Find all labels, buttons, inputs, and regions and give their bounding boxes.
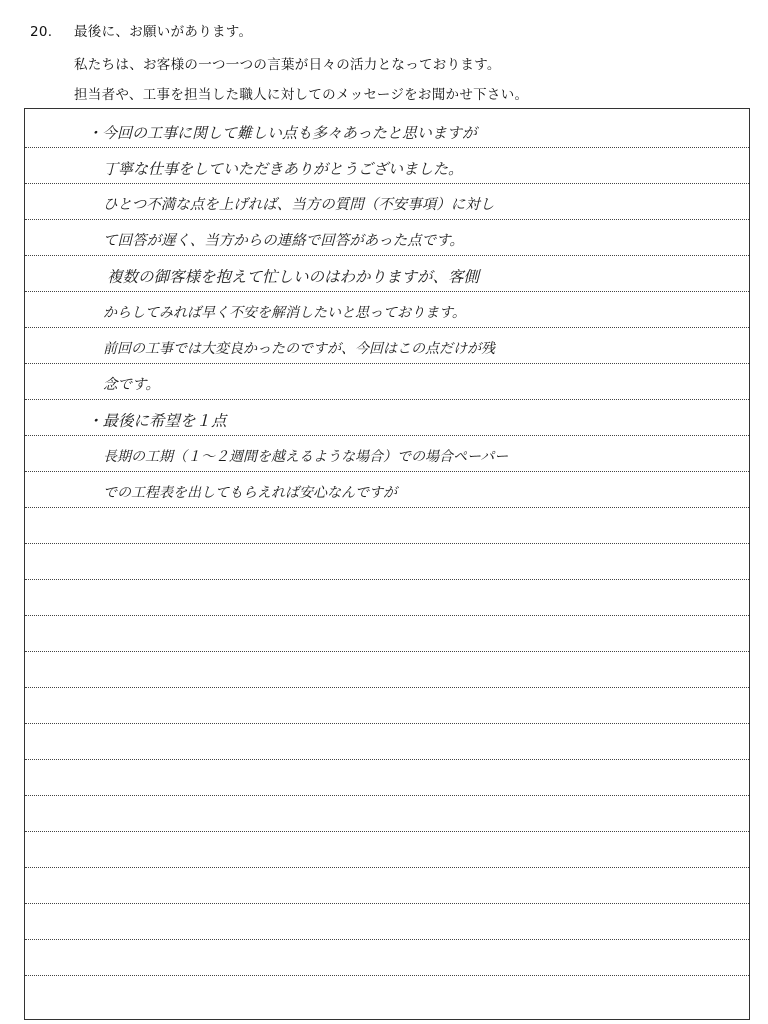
answer-line: ・今回の工事に関して難しい点も多々あったと思いますが xyxy=(87,124,477,142)
answer-line: 複数の御客様を抱えて忙しいのはわかりますが、客側 xyxy=(107,268,480,286)
answer-line: 丁寧な仕事をしていただきありがとうございました。 xyxy=(103,160,464,178)
ruled-line xyxy=(25,615,749,616)
question-number: 20. xyxy=(30,24,53,40)
ruled-line xyxy=(25,831,749,832)
ruled-line xyxy=(25,327,749,328)
ruled-line xyxy=(25,903,749,904)
answer-line: 前回の工事では大変良かったのですが、今回はこの点だけが残 xyxy=(103,341,495,357)
answer-line: ・最後に希望を１点 xyxy=(87,412,227,430)
ruled-line xyxy=(25,651,749,652)
answer-line: 念です。 xyxy=(103,377,160,393)
ruled-line xyxy=(25,975,749,976)
ruled-line xyxy=(25,939,749,940)
answer-line: 長期の工期（１〜２週間を越えるような場合）での場合ペーパー xyxy=(103,449,509,465)
ruled-line xyxy=(25,183,749,184)
question-title: 最後に、お願いがあります。 xyxy=(74,24,253,40)
ruled-line xyxy=(25,579,749,580)
ruled-line xyxy=(25,291,749,292)
ruled-line xyxy=(25,399,749,400)
ruled-line xyxy=(25,867,749,868)
ruled-line xyxy=(25,219,749,220)
ruled-line xyxy=(25,723,749,724)
answer-line: での工程表を出してもらえれば安心なんですが xyxy=(103,485,397,501)
answer-line: て回答が遅く、当方からの連絡で回答があった点です。 xyxy=(103,233,464,249)
answer-line: ひとつ不満な点を上げれば、当方の質問（不安事項）に対し xyxy=(103,197,495,213)
ruled-line xyxy=(25,363,749,364)
ruled-line xyxy=(25,759,749,760)
ruled-line xyxy=(25,687,749,688)
ruled-line xyxy=(25,147,749,148)
ruled-line xyxy=(25,255,749,256)
ruled-line xyxy=(25,435,749,436)
ruled-line xyxy=(25,543,749,544)
ruled-line xyxy=(25,471,749,472)
ruled-line xyxy=(25,507,749,508)
ruled-line xyxy=(25,795,749,796)
answer-sheet xyxy=(24,108,750,1020)
answer-line: からしてみれば早く不安を解消したいと思っております。 xyxy=(103,305,466,321)
question-description-line-2: 担当者や、工事を担当した職人に対してのメッセージをお聞かせ下さい。 xyxy=(74,87,529,103)
question-description-line-1: 私たちは、お客様の一つ一つの言葉が日々の活力となっております。 xyxy=(74,57,501,73)
